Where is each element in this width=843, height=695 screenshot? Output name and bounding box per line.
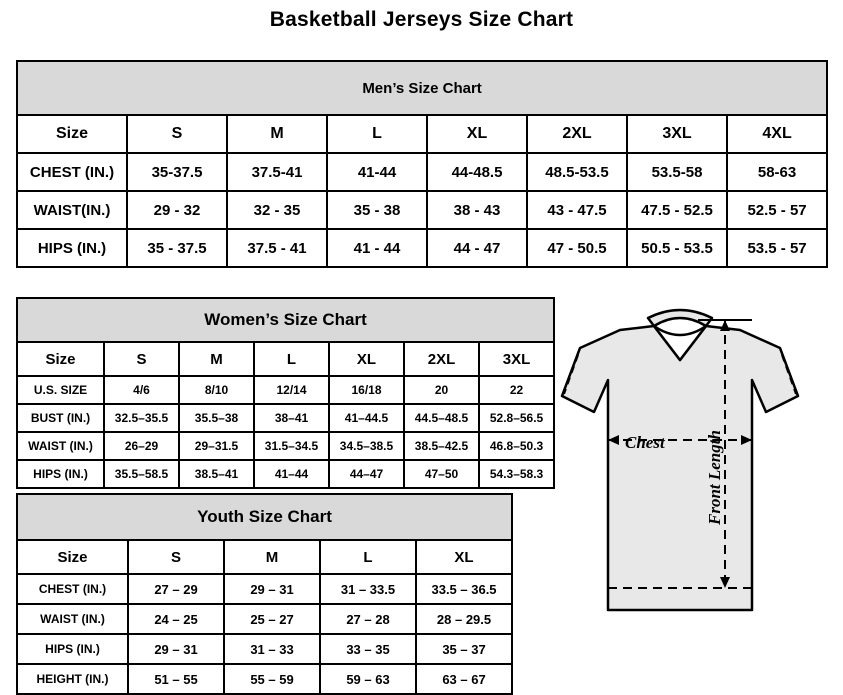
table-caption-row xyxy=(17,298,554,342)
column-header-2xl: 2XL xyxy=(404,342,479,376)
jersey-measurement-diagram xyxy=(520,300,840,670)
column-header-size: Size xyxy=(17,342,104,376)
table-cell: 44.5–48.5 xyxy=(404,404,479,432)
column-header-3xl: 3XL xyxy=(479,342,554,376)
table-cell: 25 – 27 xyxy=(224,604,320,634)
table-header-row xyxy=(17,540,512,574)
table-cell: 38.5–42.5 xyxy=(404,432,479,460)
table-cell: 4/6 xyxy=(104,376,179,404)
table-cell: 41–44.5 xyxy=(329,404,404,432)
table-cell: 52.8–56.5 xyxy=(479,404,554,432)
table-cell: 51 – 55 xyxy=(128,664,224,694)
table-cell: 29 – 31 xyxy=(224,574,320,604)
table-cell: 52.5 - 57 xyxy=(727,191,827,229)
table-cell: 59 – 63 xyxy=(320,664,416,694)
column-header-s: S xyxy=(127,115,227,153)
table-cell: 22 xyxy=(479,376,554,404)
table-cell: 29 – 31 xyxy=(128,634,224,664)
table-cell: 28 – 29.5 xyxy=(416,604,512,634)
table-row xyxy=(17,604,512,634)
table-cell: 35-37.5 xyxy=(127,153,227,191)
column-header-xl: XL xyxy=(427,115,527,153)
column-header-4xl: 4XL xyxy=(727,115,827,153)
table-cell: 58-63 xyxy=(727,153,827,191)
row-label: HIPS (IN.) xyxy=(17,634,128,664)
column-header-l: L xyxy=(320,540,416,574)
table-cell: 35.5–38 xyxy=(179,404,254,432)
youth-size-chart-table xyxy=(16,493,513,695)
table-row xyxy=(17,574,512,604)
table-cell: 47 - 50.5 xyxy=(527,229,627,267)
column-header-m: M xyxy=(179,342,254,376)
table-cell: 44–47 xyxy=(329,460,404,488)
table-row xyxy=(17,664,512,694)
youth-chart-caption: Youth Size Chart xyxy=(17,494,512,540)
table-cell: 41 - 44 xyxy=(327,229,427,267)
table-cell: 37.5 - 41 xyxy=(227,229,327,267)
row-label: HEIGHT (IN.) xyxy=(17,664,128,694)
column-header-3xl: 3XL xyxy=(627,115,727,153)
womens-size-chart-table xyxy=(16,297,555,489)
column-header-m: M xyxy=(227,115,327,153)
table-cell: 35.5–58.5 xyxy=(104,460,179,488)
table-cell: 55 – 59 xyxy=(224,664,320,694)
table-caption-row xyxy=(17,494,512,540)
mens-size-chart-table xyxy=(16,60,828,268)
table-cell: 38.5–41 xyxy=(179,460,254,488)
table-row xyxy=(17,191,827,229)
column-header-s: S xyxy=(128,540,224,574)
column-header-l: L xyxy=(254,342,329,376)
table-cell: 31.5–34.5 xyxy=(254,432,329,460)
column-header-size: Size xyxy=(17,115,127,153)
table-cell: 29 - 32 xyxy=(127,191,227,229)
table-cell: 44-48.5 xyxy=(427,153,527,191)
table-row xyxy=(17,634,512,664)
row-label: WAIST (IN.) xyxy=(17,432,104,460)
table-cell: 24 – 25 xyxy=(128,604,224,634)
table-header-row xyxy=(17,115,827,153)
shirt-illustration-icon xyxy=(520,300,840,670)
table-cell: 44 - 47 xyxy=(427,229,527,267)
row-label: WAIST(IN.) xyxy=(17,191,127,229)
table-cell: 35 - 38 xyxy=(327,191,427,229)
page-title: Basketball Jerseys Size Chart xyxy=(269,8,574,31)
table-cell: 29–31.5 xyxy=(179,432,254,460)
womens-chart-caption: Women’s Size Chart xyxy=(17,298,554,342)
column-header-l: L xyxy=(327,115,427,153)
table-cell: 20 xyxy=(404,376,479,404)
table-cell: 54.3–58.3 xyxy=(479,460,554,488)
row-label: HIPS (IN.) xyxy=(17,460,104,488)
table-cell: 12/14 xyxy=(254,376,329,404)
table-row xyxy=(17,153,827,191)
table-cell: 50.5 - 53.5 xyxy=(627,229,727,267)
table-cell: 53.5 - 57 xyxy=(727,229,827,267)
table-row xyxy=(17,229,827,267)
table-cell: 26–29 xyxy=(104,432,179,460)
table-cell: 38 - 43 xyxy=(427,191,527,229)
table-cell: 41-44 xyxy=(327,153,427,191)
column-header-s: S xyxy=(104,342,179,376)
table-row xyxy=(17,376,554,404)
table-cell: 47.5 - 52.5 xyxy=(627,191,727,229)
table-cell: 8/10 xyxy=(179,376,254,404)
table-cell: 31 – 33.5 xyxy=(320,574,416,604)
table-cell: 37.5-41 xyxy=(227,153,327,191)
mens-chart-caption: Men’s Size Chart xyxy=(17,61,827,115)
table-cell: 41–44 xyxy=(254,460,329,488)
table-row xyxy=(17,404,554,432)
row-label: U.S. SIZE xyxy=(17,376,104,404)
table-cell: 27 – 29 xyxy=(128,574,224,604)
chest-dimension-label: Chest xyxy=(625,433,665,452)
table-row xyxy=(17,460,554,488)
row-label: HIPS (IN.) xyxy=(17,229,127,267)
table-cell: 32 - 35 xyxy=(227,191,327,229)
table-cell: 16/18 xyxy=(329,376,404,404)
column-header-xl: XL xyxy=(416,540,512,574)
table-cell: 35 - 37.5 xyxy=(127,229,227,267)
table-cell: 53.5-58 xyxy=(627,153,727,191)
table-cell: 33 – 35 xyxy=(320,634,416,664)
row-label: CHEST (IN.) xyxy=(17,574,128,604)
row-label: WAIST (IN.) xyxy=(17,604,128,634)
row-label: BUST (IN.) xyxy=(17,404,104,432)
table-cell: 34.5–38.5 xyxy=(329,432,404,460)
column-header-m: M xyxy=(224,540,320,574)
table-cell: 31 – 33 xyxy=(224,634,320,664)
table-cell: 43 - 47.5 xyxy=(527,191,627,229)
table-cell: 32.5–35.5 xyxy=(104,404,179,432)
table-row xyxy=(17,432,554,460)
table-caption-row xyxy=(17,61,827,115)
table-cell: 48.5-53.5 xyxy=(527,153,627,191)
front-length-dimension-label: Front Length xyxy=(705,430,724,525)
column-header-size: Size xyxy=(17,540,128,574)
column-header-xl: XL xyxy=(329,342,404,376)
column-header-2xl: 2XL xyxy=(527,115,627,153)
table-cell: 27 – 28 xyxy=(320,604,416,634)
table-cell: 47–50 xyxy=(404,460,479,488)
table-cell: 46.8–50.3 xyxy=(479,432,554,460)
table-cell: 33.5 – 36.5 xyxy=(416,574,512,604)
row-label: CHEST (IN.) xyxy=(17,153,127,191)
table-header-row xyxy=(17,342,554,376)
table-cell: 63 – 67 xyxy=(416,664,512,694)
table-cell: 35 – 37 xyxy=(416,634,512,664)
table-cell: 38–41 xyxy=(254,404,329,432)
